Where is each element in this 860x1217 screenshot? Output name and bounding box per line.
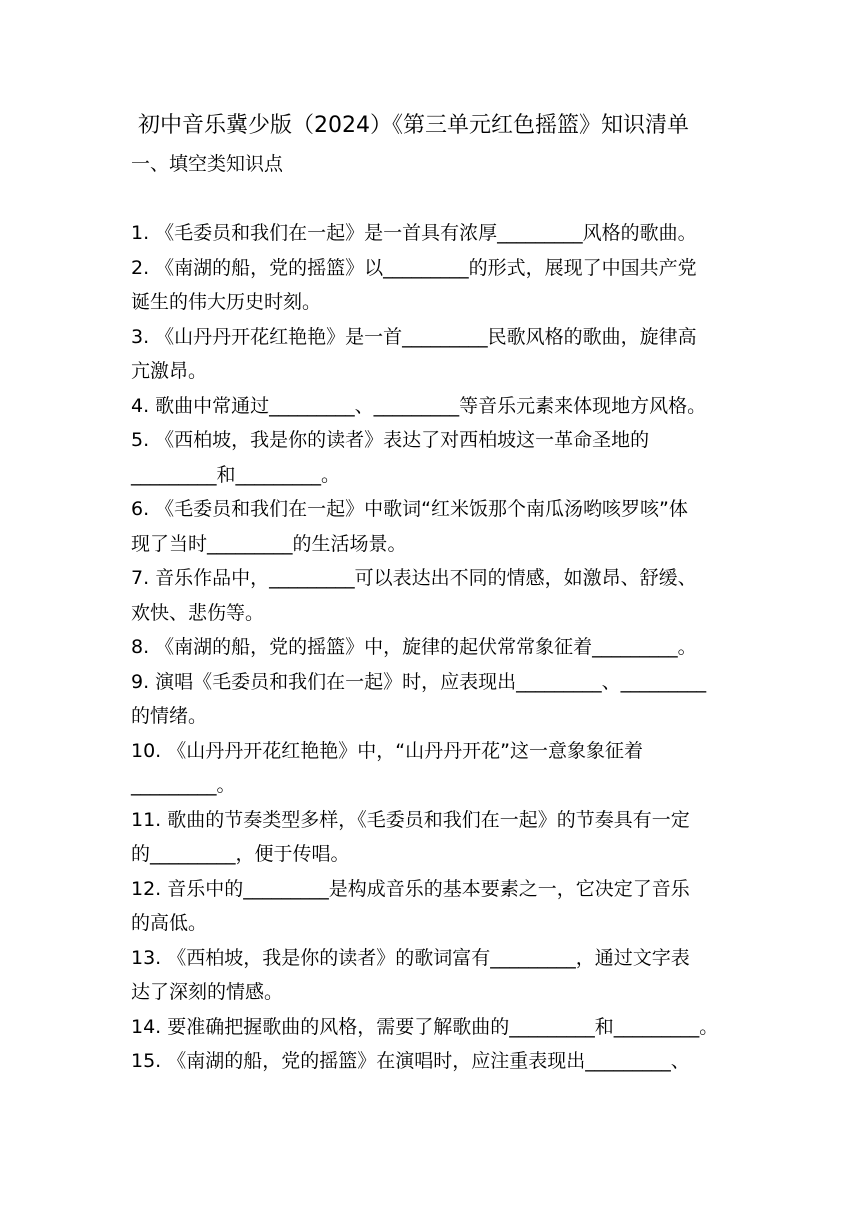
question-line: 亢激昂。 (131, 360, 208, 382)
document-title: 初中音乐冀少版（2024）《第三单元红色摇篮》知识清单 (138, 113, 689, 138)
question-line: 现了当时_________的生活场景。 (131, 532, 407, 555)
question-line: 6. 《毛委员和我们在一起》中歌词“红米饭那个南瓜汤哟咳罗咳”体 (131, 498, 688, 520)
question-line: 欢快、悲伤等。 (131, 601, 265, 624)
question-line: 10. 《山丹丹开花红艳艳》中，“山丹丹开花”这一意象象征着 (131, 739, 643, 762)
question-line: 12. 音乐中的_________是构成音乐的基本要素之一，它决定了音乐 (131, 877, 690, 900)
question-line: 4. 歌曲中常通过_________、_________等音乐元素来体现地方风格。 (131, 394, 707, 417)
question-line: 8. 《南湖的船，党的摇篮》中，旋律的起伏常常象征着_________。 (131, 636, 697, 658)
question-line: 达了深刻的情感。 (131, 981, 284, 1003)
question-line: 诞生的伟大历史时刻。 (131, 291, 322, 313)
question-list (131, 216, 735, 1079)
question-line: _________和_________。 (131, 463, 341, 486)
question-line: 2. 《南湖的船，党的摇篮》以_________的形式，展现了中国共产党 (131, 256, 697, 279)
question-line: 3. 《山丹丹开花红艳艳》是一首_________民歌风格的歌曲，旋律高 (131, 325, 697, 348)
question-line: 的高低。 (131, 912, 208, 934)
question-line: 13. 《西柏坡，我是你的读者》的歌词富有_________，通过文字表 (131, 946, 690, 969)
question-line: 7. 音乐作品中，_________可以表达出不同的情感，如激昂、舒缓、 (131, 567, 697, 589)
question-line: 5. 《西柏坡，我是你的读者》表达了对西柏坡这一革命圣地的 (131, 429, 650, 451)
question-line: 14. 要准确把握歌曲的风格，需要了解歌曲的_________和_________。 (131, 1015, 719, 1038)
section-heading: 一、填空类知识点 (131, 153, 284, 175)
question-line: _________。 (131, 774, 236, 796)
question-line: 的_________，便于传唱。 (131, 843, 350, 865)
question-line: 的情绪。 (131, 705, 208, 727)
question-line: 11. 歌曲的节奏类型多样，《毛委员和我们在一起》的节奏具有一定 (131, 808, 690, 831)
question-line: 15. 《南湖的船，党的摇篮》在演唱时，应注重表现出_________、 (131, 1050, 690, 1072)
question-line: 9. 演唱《毛委员和我们在一起》时，应表现出_________、_________ (131, 670, 707, 693)
question-line: 1. 《毛委员和我们在一起》是一首具有浓厚_________风格的歌曲。 (131, 222, 697, 244)
